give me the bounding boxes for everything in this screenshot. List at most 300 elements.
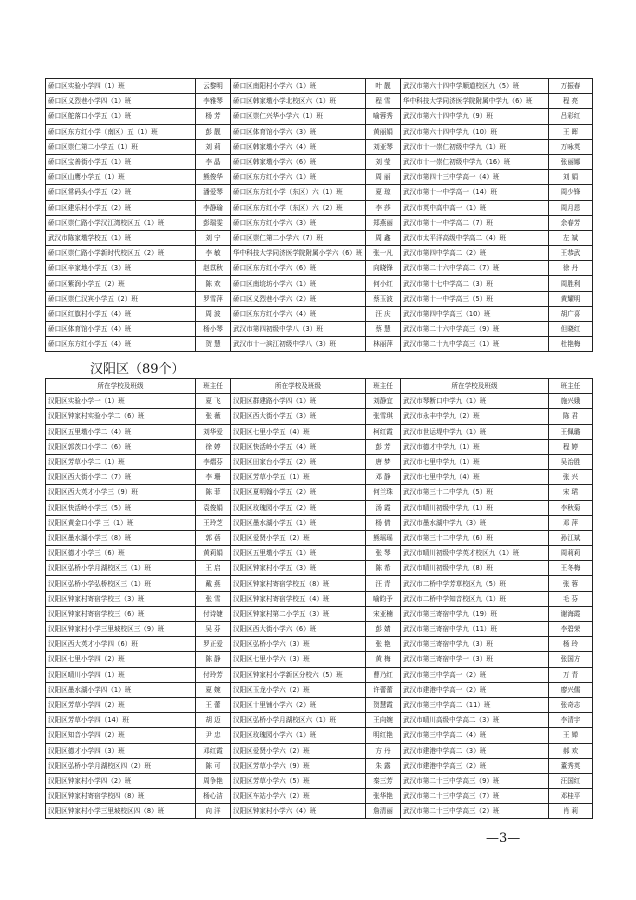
school-class-cell: 汉阳区钟家村小学五（3）班 xyxy=(231,561,366,576)
school-class-cell: 硚口区建乐村小学五（2）班 xyxy=(46,200,196,215)
teacher-name-cell: 向晓锋 xyxy=(366,261,401,276)
school-class-cell: 汉阳区晴川小学四（1）班 xyxy=(46,667,196,682)
teacher-name-cell: 陈 菲 xyxy=(196,485,231,500)
school-class-cell: 汉阳区西大街小学二（7）班 xyxy=(46,470,196,485)
school-class-cell: 硚口区红旗村小学五（4）班 xyxy=(46,306,196,321)
teacher-name-cell: 宋 珺 xyxy=(549,485,593,500)
teacher-name-cell: 张 蓉 xyxy=(549,576,593,591)
school-class-cell: 武汉市七里中学九（1）班 xyxy=(401,454,549,469)
teacher-name-cell: 刘 宁 xyxy=(196,230,231,245)
hanyang-section-title: 汉阳区（89个） xyxy=(90,362,185,377)
school-class-cell: 武汉市世运堤中学九（1）班 xyxy=(401,424,549,439)
teacher-name-cell: 赵苡秋 xyxy=(196,261,231,276)
teacher-name-cell: 徐 丹 xyxy=(549,261,593,276)
school-class-cell: 硚口区东方红小学六（6）班 xyxy=(231,261,366,276)
school-class-cell: 汉阳区钟家村第二小学五（3）班 xyxy=(231,606,366,621)
table-row xyxy=(46,200,593,215)
school-class-cell: 汉阳区德才小学三（6）班 xyxy=(46,546,196,561)
teacher-name-cell: 张华艳 xyxy=(366,789,401,804)
teacher-name-cell: 尹 忠 xyxy=(196,728,231,743)
table-row xyxy=(46,622,593,637)
table-row xyxy=(46,109,593,124)
school-class-cell: 硚口区崇仁兴华小学六（1）班 xyxy=(231,109,366,124)
school-class-cell: 武汉市第四中学高三（10）班 xyxy=(401,306,549,321)
table-row xyxy=(46,758,593,773)
teacher-name-cell: 邓 萍 xyxy=(549,515,593,530)
teacher-name-cell: 陈 欢 xyxy=(196,276,231,291)
teacher-name-cell: 王 婵 xyxy=(549,728,593,743)
teacher-name-cell: 左 斌 xyxy=(549,230,593,245)
table-row xyxy=(46,94,593,109)
school-class-cell: 硚口区宝善街小学五（1）班 xyxy=(46,154,196,169)
teacher-name-cell: 蔡玉波 xyxy=(366,291,401,306)
teacher-name-cell: 董秀英 xyxy=(549,758,593,773)
teacher-name-cell: 郭 蓓 xyxy=(196,530,231,545)
teacher-name-cell: 贺慧霞 xyxy=(366,697,401,712)
school-class-cell: 武汉市第三十二中学九（5）班 xyxy=(401,485,549,500)
column-header: 所在学校及班级 xyxy=(46,379,196,394)
teacher-name-cell: 黄 梅 xyxy=(366,652,401,667)
table-row xyxy=(46,637,593,652)
school-class-cell: 汉阳区弘桥小学六（3）班 xyxy=(231,637,366,652)
teacher-name-cell: 杨 倩 xyxy=(366,515,401,530)
teacher-name-cell: 杨心洁 xyxy=(196,789,231,804)
school-class-cell: 武汉市第三寄宿中学九（3）班 xyxy=(401,637,549,652)
school-class-cell: 汉阳区车站小学六（2）班 xyxy=(231,789,366,804)
school-class-cell: 硚口区韩家墩小学六（4）班 xyxy=(231,139,366,154)
teacher-name-cell: 袁俊娟 xyxy=(196,500,231,515)
teacher-name-cell: 杨小琴 xyxy=(196,322,231,337)
school-class-cell: 硚口区东方红小学（东区）六（2）班 xyxy=(231,200,366,215)
teacher-name-cell: 廖兴儒 xyxy=(549,682,593,697)
school-class-cell: 武汉市第三寄宿中学九（19）班 xyxy=(401,606,549,621)
school-class-cell: 汉阳区玫瑰园小学五（2）班 xyxy=(231,500,366,515)
teacher-name-cell: 程 婷 xyxy=(549,439,593,454)
table-row xyxy=(46,713,593,728)
teacher-name-cell: 黄耀明 xyxy=(549,291,593,306)
teacher-name-cell: 周 波 xyxy=(196,306,231,321)
teacher-name-cell: 程 雪 xyxy=(366,94,401,109)
teacher-name-cell: 李静瑜 xyxy=(196,200,231,215)
teacher-name-cell: 李 敏 xyxy=(196,246,231,261)
school-class-cell: 硚口区常码头小学五（2）班 xyxy=(46,185,196,200)
teacher-name-cell: 张雪琪 xyxy=(366,409,401,424)
table-row xyxy=(46,652,593,667)
school-class-cell: 汉阳区弘桥小学弘桥校区三（1）班 xyxy=(46,576,196,591)
school-class-cell: 硚口区体育馆小学五（4）班 xyxy=(46,322,196,337)
teacher-name-cell: 李熠芬 xyxy=(196,454,231,469)
column-header: 所在学校及班级 xyxy=(401,379,549,394)
teacher-name-cell: 周月恩 xyxy=(549,200,593,215)
teacher-name-cell: 张一凡 xyxy=(366,246,401,261)
school-class-cell: 汉阳区爱贤小学五（2）班 xyxy=(231,530,366,545)
school-class-cell: 汉阳区群建路小学四（1）班 xyxy=(231,394,366,409)
teacher-name-cell: 戴 燕 xyxy=(196,576,231,591)
school-class-cell: 武汉市十一崇仁初级中学九（1）班 xyxy=(401,139,549,154)
school-class-cell: 硚口区崇仁汉宾小学五（2）班 xyxy=(46,291,196,306)
school-class-cell: 汉阳区五里墩小学二（4）班 xyxy=(46,424,196,439)
column-header: 班主任 xyxy=(196,379,231,394)
school-class-cell: 汉阳区芳草小学五（1）班 xyxy=(231,470,366,485)
teacher-name-cell: 李 珊 xyxy=(196,470,231,485)
school-class-cell: 武汉市十一崇仁初级中学九（16）班 xyxy=(401,154,549,169)
table-row xyxy=(46,170,593,185)
teacher-name-cell: 王向婉 xyxy=(366,713,401,728)
school-class-cell: 武汉市第十一中学高二（7）班 xyxy=(401,215,549,230)
school-class-cell: 华中科技大学同济医学院附属小学六（6）班 xyxy=(231,246,366,261)
table-row xyxy=(46,424,593,439)
teacher-name-cell: 李 莎 xyxy=(366,200,401,215)
school-class-cell: 武汉市第二十三中学高三（9）班 xyxy=(401,773,549,788)
teacher-name-cell: 刘 莹 xyxy=(366,154,401,169)
school-class-cell: 硚口区东方红小学六（4）班 xyxy=(231,306,366,321)
table-row xyxy=(46,291,593,306)
school-class-cell: 汉阳区知音小学四（2）班 xyxy=(46,728,196,743)
school-class-cell: 武汉市墨水湖中学九（3）班 xyxy=(401,515,549,530)
school-class-cell: 汉阳区芳草小学二（1）班 xyxy=(46,454,196,469)
school-class-cell: 武汉市第十七中学高二（3）班 xyxy=(401,276,549,291)
teacher-name-cell: 周争艳 xyxy=(196,773,231,788)
teacher-name-cell: 唐 梦 xyxy=(366,454,401,469)
school-class-cell: 汉阳区钟家村小学新区分校六（5）班 xyxy=(231,667,366,682)
table-row xyxy=(46,606,593,621)
teacher-name-cell: 李秋菊 xyxy=(549,500,593,515)
school-class-cell: 硚口区实验小学四（1）班 xyxy=(46,79,196,94)
teacher-name-cell: 谢海霞 xyxy=(549,606,593,621)
teacher-name-cell: 黄丽娟 xyxy=(366,124,401,139)
school-class-cell: 硚口区崇仁路小学汉江湾校区五（1）班 xyxy=(46,215,196,230)
school-class-cell: 武汉市第三寄宿中学九（11）班 xyxy=(401,622,549,637)
teacher-name-cell: 刘亚琴 xyxy=(366,139,401,154)
teacher-name-cell: 王玲芝 xyxy=(196,515,231,530)
table-row xyxy=(46,185,593,200)
school-class-cell: 硚口区紫润小学五（2）班 xyxy=(46,276,196,291)
school-class-cell: 汉阳区墨水湖小学四（1）班 xyxy=(46,682,196,697)
school-class-cell: 汉阳区七里小学六（3）班 xyxy=(231,652,366,667)
table-row xyxy=(46,470,593,485)
table-row xyxy=(46,728,593,743)
school-class-cell: 汉阳区十里铺小学六（2）班 xyxy=(231,697,366,712)
teacher-name-cell: 张 琴 xyxy=(366,546,401,561)
teacher-name-cell: 邓 静 xyxy=(366,470,401,485)
school-class-cell: 武汉市第四十三中学高一（4）班 xyxy=(401,170,549,185)
table-row xyxy=(46,576,593,591)
school-class-cell: 硚口区义烈巷小学六（2）班 xyxy=(231,291,366,306)
school-class-cell: 武汉市第四中学高二（2）班 xyxy=(401,246,549,261)
teacher-name-cell: 张 艳 xyxy=(366,637,401,652)
school-class-cell: 汉阳区玉龙小学六（2）班 xyxy=(231,682,366,697)
school-class-cell: 汉阳区钟家村寄宿学校三（6）班 xyxy=(46,606,196,621)
school-class-cell: 汉阳区墨水湖小学五（1）班 xyxy=(231,515,366,530)
teacher-name-cell: 黄莉娟 xyxy=(196,546,231,561)
teacher-name-cell: 许蕾蕾 xyxy=(366,682,401,697)
table-row xyxy=(46,530,593,545)
school-class-cell: 汉阳区黄金口小学 三（1）班 xyxy=(46,515,196,530)
school-class-cell: 武汉市第二十三中学高三（7）班 xyxy=(401,789,549,804)
teacher-name-cell: 杨 玲 xyxy=(549,637,593,652)
school-class-cell: 汉阳区芳草小学六（9）班 xyxy=(231,758,366,773)
school-class-cell: 汉阳区西大街小学五（3）班 xyxy=(231,409,366,424)
table-row xyxy=(46,789,593,804)
teacher-name-cell: 张奇志 xyxy=(549,697,593,712)
school-class-cell: 硚口区体育馆小学六（3）班 xyxy=(231,124,366,139)
teacher-name-cell: 熊瑶瑶 xyxy=(366,530,401,545)
teacher-name-cell: 秦三芳 xyxy=(366,773,401,788)
column-header: 所在学校及班级 xyxy=(231,379,366,394)
school-class-cell: 武汉市陈家墩学校五（1）班 xyxy=(46,230,196,245)
school-class-cell: 硚口区崇仁第二小学六（7）班 xyxy=(231,230,366,245)
teacher-name-cell: 万振春 xyxy=(549,79,593,94)
school-class-cell: 汉阳区芳草小学四（14）班 xyxy=(46,713,196,728)
school-class-cell: 汉阳区实验小学一（1）班 xyxy=(46,394,196,409)
table-row xyxy=(46,337,593,352)
teacher-name-cell: 夏 飞 xyxy=(196,394,231,409)
teacher-name-cell: 邓红霞 xyxy=(196,743,231,758)
table-row xyxy=(46,139,593,154)
school-class-cell: 汉阳区弘桥小学月湖校区六（1）班 xyxy=(231,713,366,728)
school-class-cell: 硚口区韩家墩小学北校区六（1）班 xyxy=(231,94,366,109)
hanyang-class-table xyxy=(45,378,593,819)
teacher-name-cell: 付诗婕 xyxy=(196,606,231,621)
teacher-name-cell: 宋亚楠 xyxy=(366,606,401,621)
teacher-name-cell: 张 薇 xyxy=(196,409,231,424)
teacher-name-cell: 施兴娥 xyxy=(549,394,593,409)
school-class-cell: 硚口区崇仁路小学新时代校区五（2）班 xyxy=(46,246,196,261)
table-row xyxy=(46,667,593,682)
school-class-cell: 汉阳区五里墩小学五（1）班 xyxy=(231,546,366,561)
school-class-cell: 硚口区山鹰小学五（1）班 xyxy=(46,170,196,185)
teacher-name-cell: 周胜利 xyxy=(549,276,593,291)
teacher-name-cell: 程 亮 xyxy=(549,94,593,109)
teacher-name-cell: 吕彩红 xyxy=(549,109,593,124)
school-class-cell: 武汉市建港中学高二（3）班 xyxy=(401,743,549,758)
school-class-cell: 汉阳区夏明翰小学五（2）班 xyxy=(231,485,366,500)
school-class-cell: 武汉市第二十三中学高三（2）班 xyxy=(401,804,549,819)
school-class-cell: 硚口区东方红小学六（3）班 xyxy=(231,215,366,230)
school-class-cell: 武汉市二桥中学芳草校区九（5）班 xyxy=(401,576,549,591)
school-class-cell: 汉阳区弘桥小学月湖校区三（1）班 xyxy=(46,561,196,576)
school-class-cell: 汉阳区德才小学四（3）班 xyxy=(46,743,196,758)
teacher-name-cell: 曹乃红 xyxy=(366,667,401,682)
teacher-name-cell: 潘爱琴 xyxy=(196,185,231,200)
school-class-cell: 汉阳区西大英才小学三（9）班 xyxy=(46,485,196,500)
teacher-name-cell: 王 蕾 xyxy=(196,697,231,712)
teacher-name-cell: 刘 莉 xyxy=(196,139,231,154)
school-class-cell: 武汉市建港中学高一（2）班 xyxy=(401,682,549,697)
school-class-cell: 武汉市第三中学高二（4）班 xyxy=(401,728,549,743)
teacher-name-cell: 陈 静 xyxy=(196,652,231,667)
school-class-cell: 武汉市第三中学高一（2）班 xyxy=(401,667,549,682)
school-class-cell: 武汉市第六十四中学九（9）班 xyxy=(401,109,549,124)
school-class-cell: 汉阳区钟家村小学四（2）班 xyxy=(46,773,196,788)
school-class-cell: 汉阳区钟家村小学三里坡校区四（8）班 xyxy=(46,804,196,819)
teacher-name-cell: 夏 琼 xyxy=(366,185,401,200)
table-row xyxy=(46,743,593,758)
teacher-name-cell: 罗雪萍 xyxy=(196,291,231,306)
teacher-name-cell: 杨 芳 xyxy=(196,109,231,124)
table-row xyxy=(46,409,593,424)
teacher-name-cell: 陈 希 xyxy=(366,561,401,576)
school-class-cell: 武汉市十一滨江初级中学八（3）班 xyxy=(231,337,366,352)
school-class-cell: 硚口区东方红小学六（1）班 xyxy=(231,170,366,185)
school-class-cell: 汉阳区西大街小学六（6）班 xyxy=(231,622,366,637)
teacher-name-cell: 柯红霞 xyxy=(366,424,401,439)
teacher-name-cell: 陈 可 xyxy=(196,758,231,773)
table-row xyxy=(46,804,593,819)
teacher-name-cell: 李清宇 xyxy=(549,713,593,728)
teacher-name-cell: 汤 霞 xyxy=(366,500,401,515)
table-row xyxy=(46,261,593,276)
table-row xyxy=(46,394,593,409)
school-class-cell: 汉阳区弘桥小学月湖校区四（2）班 xyxy=(46,758,196,773)
school-class-cell: 硚口区义烈巷小学四（1）班 xyxy=(46,94,196,109)
school-class-cell: 汉阳区芳草小学六（5）班 xyxy=(231,773,366,788)
teacher-name-cell: 林丽萍 xyxy=(366,337,401,352)
school-class-cell: 武汉市第四初级中学八（3）班 xyxy=(231,322,366,337)
school-class-cell: 武汉市建港中学高三（2）班 xyxy=(401,758,549,773)
column-header: 班主任 xyxy=(366,379,401,394)
table-row xyxy=(46,276,593,291)
teacher-name-cell: 彭 芳 xyxy=(366,439,401,454)
school-class-cell: 汉阳区钟家村实验小学二（6）班 xyxy=(46,409,196,424)
teacher-name-cell: 王恭武 xyxy=(549,246,593,261)
teacher-name-cell: 叶 靓 xyxy=(366,79,401,94)
table-row xyxy=(46,322,593,337)
teacher-name-cell: 汪 庆 xyxy=(366,306,401,321)
school-class-cell: 汉阳区钟家村小学三里坡校区三（9）班 xyxy=(46,622,196,637)
school-class-cell: 硚口区韩家墩小学六（6）班 xyxy=(231,154,366,169)
teacher-name-cell: 王佩璐 xyxy=(549,424,593,439)
school-class-cell: 武汉市第六十四中学顺道校区九（5）班 xyxy=(401,79,549,94)
school-class-cell: 武汉市英中高中高一（1）班 xyxy=(401,200,549,215)
school-class-cell: 汉阳区钟家村寄宿学校三（3）班 xyxy=(46,591,196,606)
school-class-cell: 汉阳区快活岭小学五（4）班 xyxy=(231,439,366,454)
school-class-cell: 武汉市琴断口中学九（1）班 xyxy=(401,394,549,409)
table-row xyxy=(46,561,593,576)
teacher-name-cell: 张国方 xyxy=(549,652,593,667)
teacher-name-cell: 余春芳 xyxy=(549,215,593,230)
teacher-name-cell: 喻昀予 xyxy=(366,591,401,606)
school-class-cell: 硚口区东方红小学（东区）六（1）班 xyxy=(231,185,366,200)
table-row xyxy=(46,591,593,606)
teacher-name-cell: 胡广喜 xyxy=(549,306,593,321)
school-class-cell: 硚口区东方红小学（南区）五（1）班 xyxy=(46,124,196,139)
teacher-name-cell: 汪 青 xyxy=(366,576,401,591)
school-class-cell: 汉阳区墨水湖小学三（8）班 xyxy=(46,530,196,545)
teacher-name-cell: 向 洋 xyxy=(196,804,231,819)
teacher-name-cell: 刘静宜 xyxy=(366,394,401,409)
teacher-name-cell: 明红艳 xyxy=(366,728,401,743)
teacher-name-cell: 王 晖 xyxy=(549,124,593,139)
teacher-name-cell: 张 兴 xyxy=(549,470,593,485)
school-class-cell: 硚口区南垸坊小学六（1）班 xyxy=(231,276,366,291)
school-class-cell: 汉阳区爱贤小学六（2）班 xyxy=(231,743,366,758)
qiaokou-class-table xyxy=(45,78,593,352)
table-row xyxy=(46,546,593,561)
school-class-cell: 华中科技大学同济医学院附属中学九（6）班 xyxy=(401,94,549,109)
teacher-name-cell: 但晓红 xyxy=(549,322,593,337)
school-class-cell: 武汉市二桥中学知音校区九（1）班 xyxy=(401,591,549,606)
school-class-cell: 武汉市第十一中学高三（5）班 xyxy=(401,291,549,306)
school-class-cell: 汉阳区芳草小学四（2）班 xyxy=(46,697,196,712)
teacher-name-cell: 李 晶 xyxy=(196,154,231,169)
table-row xyxy=(46,439,593,454)
teacher-name-cell: 贺 慧 xyxy=(196,337,231,352)
school-class-cell: 汉阳区钟家村小学六（4）班 xyxy=(231,804,366,819)
school-class-cell: 武汉市晴川初级中学英才校区九（1）班 xyxy=(401,546,549,561)
teacher-name-cell: 王冬梅 xyxy=(549,561,593,576)
table-row xyxy=(46,230,593,245)
teacher-name-cell: 方 丹 xyxy=(366,743,401,758)
school-class-cell: 武汉市七里中学九（4）班 xyxy=(401,470,549,485)
teacher-name-cell: 郝 欢 xyxy=(549,743,593,758)
teacher-name-cell: 王 启 xyxy=(196,561,231,576)
teacher-name-cell: 邓桂平 xyxy=(549,789,593,804)
teacher-name-cell: 詹清丽 xyxy=(366,804,401,819)
teacher-name-cell: 周 丽 xyxy=(366,170,401,185)
table-row xyxy=(46,500,593,515)
page-number: —3— xyxy=(486,831,521,846)
school-class-cell: 武汉市第二十六中学高三（9）班 xyxy=(401,322,549,337)
table-row xyxy=(46,124,593,139)
table-row xyxy=(46,306,593,321)
teacher-name-cell: 刘华爱 xyxy=(196,424,231,439)
school-class-cell: 汉阳区郭茨口小学二（6）班 xyxy=(46,439,196,454)
teacher-name-cell: 喻蓉秀 xyxy=(366,109,401,124)
school-class-cell: 硚口区崇仁第二小学五（1）班 xyxy=(46,139,196,154)
school-class-cell: 武汉市第十一中学高一（14）班 xyxy=(401,185,549,200)
school-class-cell: 武汉市第二十六中学高二（7）班 xyxy=(401,261,549,276)
school-class-cell: 硚口区辛家地小学五（3）班 xyxy=(46,261,196,276)
teacher-name-cell: 刘 娟 xyxy=(549,170,593,185)
school-class-cell: 武汉市第三十二中学九（6）班 xyxy=(401,530,549,545)
school-class-cell: 硚口区东方红小学五（4）班 xyxy=(46,337,196,352)
teacher-name-cell: 吴治胜 xyxy=(549,454,593,469)
teacher-name-cell: 杜艳梅 xyxy=(549,337,593,352)
teacher-name-cell: 张 雪 xyxy=(196,591,231,606)
teacher-name-cell: 郑燕丽 xyxy=(366,215,401,230)
table-row xyxy=(46,215,593,230)
table-row xyxy=(46,79,593,94)
table-header-row xyxy=(46,379,593,394)
school-class-cell: 硚口区南阳村小学六（1）班 xyxy=(231,79,366,94)
table-row xyxy=(46,682,593,697)
teacher-name-cell: 朱 露 xyxy=(366,758,401,773)
school-class-cell: 武汉市第三寄宿中学一（3）班 xyxy=(401,652,549,667)
teacher-name-cell: 罗正爱 xyxy=(196,637,231,652)
school-class-cell: 汉阳区玫瑰园小学六（1）班 xyxy=(231,728,366,743)
teacher-name-cell: 夏 婉 xyxy=(196,682,231,697)
teacher-name-cell: 李碧荣 xyxy=(549,622,593,637)
table-row xyxy=(46,454,593,469)
teacher-name-cell: 万 青 xyxy=(549,667,593,682)
column-header: 班主任 xyxy=(549,379,593,394)
table-row xyxy=(46,485,593,500)
teacher-name-cell: 徐 婷 xyxy=(196,439,231,454)
teacher-name-cell: 熊俊华 xyxy=(196,170,231,185)
teacher-name-cell: 何兰珠 xyxy=(366,485,401,500)
teacher-name-cell: 毛 芬 xyxy=(549,591,593,606)
school-class-cell: 武汉市晴川初级中学九（8）班 xyxy=(401,561,549,576)
table-row xyxy=(46,697,593,712)
school-class-cell: 武汉市德才中学九（1）班 xyxy=(401,439,549,454)
school-class-cell: 武汉市第六十四中学九（10）班 xyxy=(401,124,549,139)
school-class-cell: 硚口区舵落口小学五（1）班 xyxy=(46,109,196,124)
teacher-name-cell: 胡 迈 xyxy=(196,713,231,728)
school-class-cell: 武汉市第三中学高二（11）班 xyxy=(401,697,549,712)
teacher-name-cell: 周 鑫 xyxy=(366,230,401,245)
school-class-cell: 汉阳区七里小学四（2）班 xyxy=(46,652,196,667)
